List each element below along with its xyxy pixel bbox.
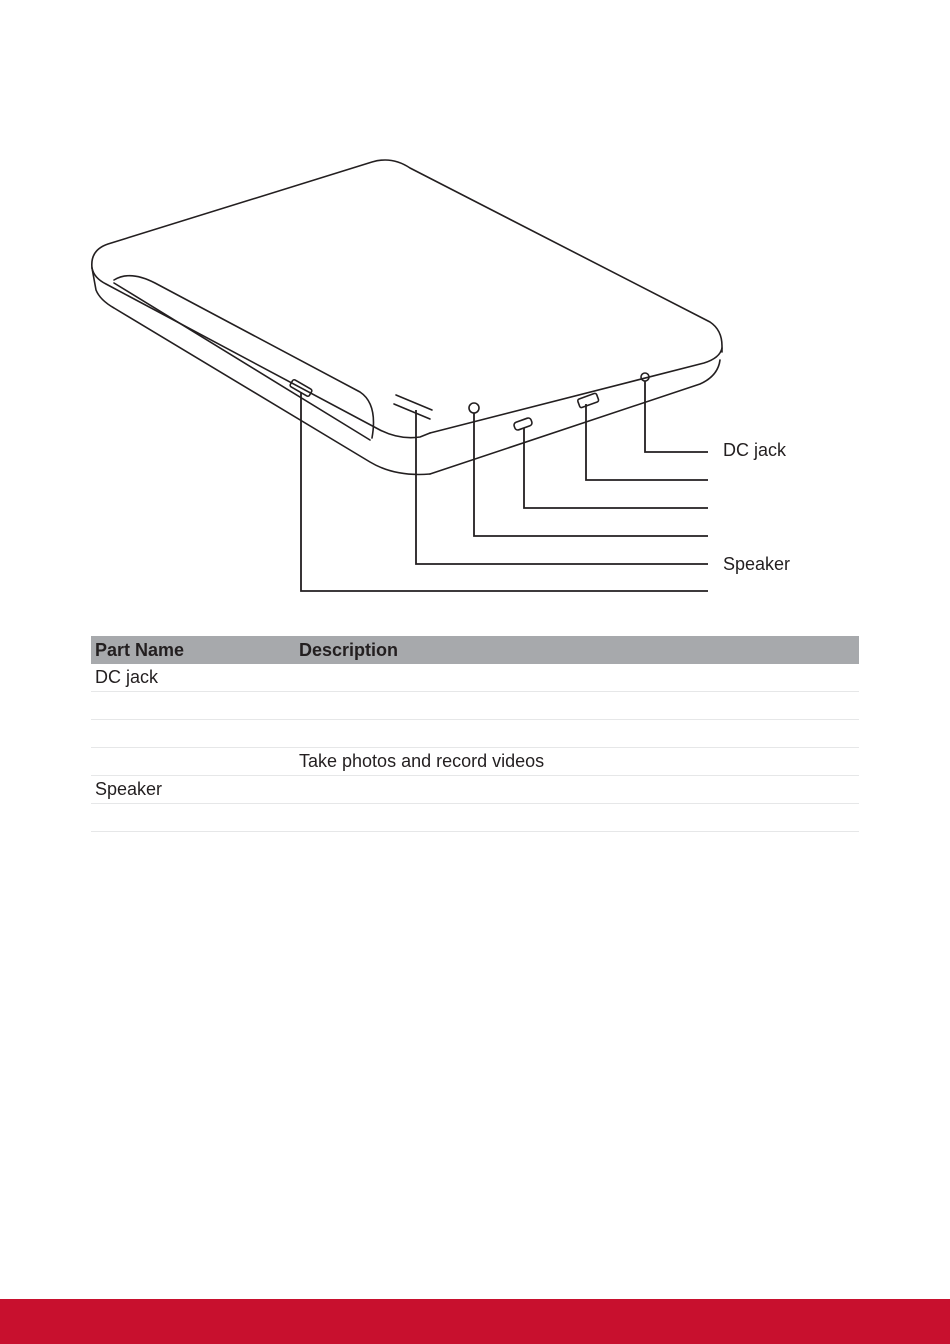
- header-description: Description: [295, 636, 859, 664]
- part-name-cell: [91, 720, 295, 748]
- leader-line-6: [301, 392, 708, 591]
- description-cell: [295, 720, 859, 748]
- tablet-body-top-edge: [92, 268, 430, 438]
- table-row: [91, 692, 859, 720]
- header-part-name: Part Name: [91, 636, 295, 664]
- description-cell: [295, 664, 859, 692]
- table-row: [91, 664, 859, 692]
- table-row: [91, 748, 859, 776]
- part-name-cell: [91, 748, 295, 776]
- leader-line-3: [524, 428, 708, 508]
- table-header-row: [91, 636, 859, 664]
- callout-dc-jack: DC jack: [723, 440, 787, 460]
- description-cell: [295, 692, 859, 720]
- part-name-cell: [91, 692, 295, 720]
- tablet-side-left: [92, 268, 430, 475]
- leader-line-speaker: [416, 410, 708, 564]
- footer-bar: [0, 1299, 950, 1344]
- parts-table: [91, 636, 859, 832]
- table-row: [91, 720, 859, 748]
- speaker-grille-icon: [394, 395, 432, 419]
- camera-icon: [469, 403, 479, 413]
- mini-usb-port-icon: [513, 417, 533, 431]
- tablet-diagram: [0, 0, 950, 640]
- tablet-body-top: [92, 160, 722, 352]
- description-cell: Take photos and record videos: [295, 748, 859, 776]
- part-name-cell: [91, 804, 295, 832]
- leader-line-camera: [474, 413, 708, 536]
- table-row: [91, 804, 859, 832]
- callout-speaker: Speaker: [723, 554, 791, 574]
- part-name-cell: DC jack: [91, 664, 295, 692]
- tablet-spine-inner: [114, 283, 370, 440]
- table-row: [91, 776, 859, 804]
- description-cell: [295, 776, 859, 804]
- part-name-cell: Speaker: [91, 776, 295, 804]
- description-cell: [295, 804, 859, 832]
